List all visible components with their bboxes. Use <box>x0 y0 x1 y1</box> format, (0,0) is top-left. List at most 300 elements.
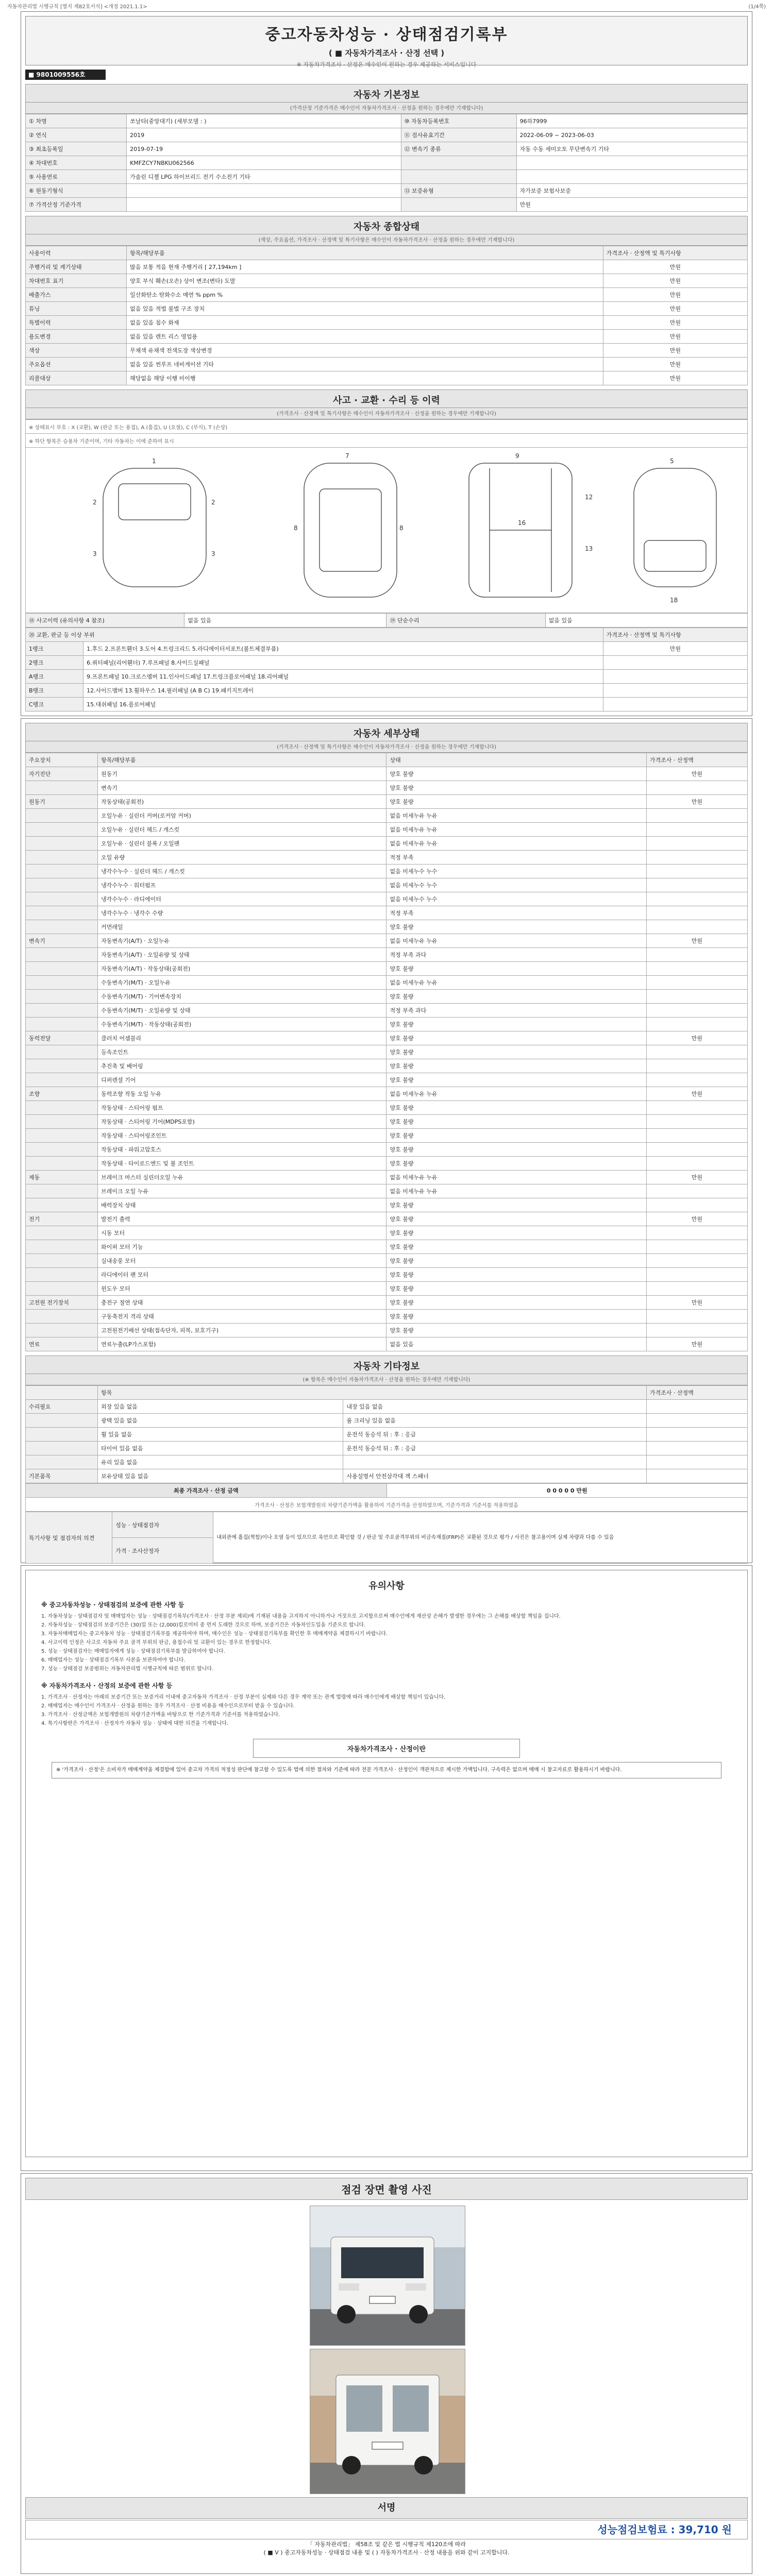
detail-device <box>26 1073 98 1087</box>
svg-text:2: 2 <box>211 499 215 506</box>
other-info-item: 휠 있음 없음 <box>98 1428 343 1442</box>
detail-part: 변속기 <box>98 781 386 795</box>
detail-state: 양호 불량 <box>386 1073 646 1087</box>
detail-state: 양호 불량 <box>386 1129 646 1143</box>
car-front-view <box>103 468 206 587</box>
summary-item-price: 만원 <box>603 330 747 344</box>
detail-part: 오일누유 · 실린더 블록 / 오일팬 <box>98 837 386 851</box>
detail-device: 고전원 전기장치 <box>26 1296 98 1310</box>
detail-price <box>646 1157 747 1171</box>
other-info-item: 유리 있음 없음 <box>98 1455 343 1469</box>
notice-item: 3. 가격조사 · 산정금액은 보험개발원의 차량기준가액을 바탕으로 한 기준가격과 기준서를 적용하였습니다. <box>41 1712 280 1718</box>
detail-device <box>26 1059 98 1073</box>
detail-part: 배력장치 상태 <box>98 1198 386 1212</box>
svg-text:18: 18 <box>670 597 678 604</box>
other-info-row <box>26 1400 748 1414</box>
basic-info-label: ① 차명 <box>26 114 127 128</box>
accident-legend-2: ※ 하단 항목은 승용차 기준이며, 기타 자동차는 이에 준하여 표시 <box>26 434 748 448</box>
detail-row <box>26 809 748 823</box>
detail-device <box>26 1157 98 1171</box>
summary-header-item: 항목/해당부품 <box>127 246 603 260</box>
summary-row <box>26 316 748 330</box>
svg-text:3: 3 <box>93 550 97 557</box>
other-info-price <box>646 1414 747 1428</box>
detail-price: 만원 <box>646 1296 747 1310</box>
form-legal-reference: 자동차관리법 시행규칙 [별지 제82호서식] <개정 2021.1.1> <box>7 4 147 10</box>
svg-text:12: 12 <box>585 494 593 501</box>
detail-state: 없음 미세누유 누유 <box>386 934 646 948</box>
detail-row <box>26 1268 748 1282</box>
final-price-label: 최종 가격조사 · 산정 금액 <box>26 1484 387 1498</box>
summary-row <box>26 371 748 385</box>
detail-price: 만원 <box>646 1212 747 1226</box>
detail-device: 자기진단 <box>26 767 98 781</box>
detail-state: 적정 부족 과다 <box>386 948 646 962</box>
damage-rank-row <box>26 684 748 698</box>
summary-item-price: 만원 <box>603 371 747 385</box>
summary-item-price: 만원 <box>603 288 747 302</box>
signature-label: 서명 <box>25 2497 748 2519</box>
detail-row <box>26 837 748 851</box>
detail-part: 자동변속기(A/T) · 오일누유 <box>98 934 386 948</box>
detail-state: 없음 미세누수 누수 <box>386 865 646 878</box>
damage-rank-label: 2랭크 <box>26 656 83 670</box>
accident-history-value: 없음 있음 <box>184 614 386 628</box>
footer-legal-line: 「 자동차관리법」 제58조 및 같은 법 시행규칙 제120조에 따라 <box>307 2541 466 2548</box>
basic-info-value: 2019-07-19 <box>127 142 401 156</box>
other-info-item: 내장 있음 없음 <box>343 1400 646 1414</box>
detail-part: 동력조향 작동 오일 누유 <box>98 1087 386 1101</box>
basic-info-value: 96하7999 <box>516 114 747 128</box>
basic-info-row <box>26 198 748 212</box>
detail-part: 추진축 및 베어링 <box>98 1059 386 1073</box>
detail-price <box>646 962 747 976</box>
detail-device <box>26 1101 98 1115</box>
basic-info-table <box>25 114 748 212</box>
notice-section <box>25 1570 748 2157</box>
notice-item: 1. 자동차성능 · 상태점검자 및 매매업자는 성능 · 상태점검기록부(가격조사 · 산정 부분 제외)에 기재된 내용을 고지하지 아니하거나 거짓으로 고지함으로써 매수인에게 재산상 손해가 발생한 경우에는 그 손해를 배상할 책임을 집니다. <box>41 1614 561 1619</box>
detail-row <box>26 1310 748 1324</box>
summary-row <box>26 288 748 302</box>
detail-state: 양호 불량 <box>386 1059 646 1073</box>
detail-price <box>646 1268 747 1282</box>
svg-text:2: 2 <box>93 499 97 506</box>
detail-part: 작동상태 · 파워고압호스 <box>98 1143 386 1157</box>
detail-price <box>646 920 747 934</box>
basic-info-label: ③ 최초등록일 <box>26 142 127 156</box>
detail-row <box>26 934 748 948</box>
detail-state: 없음 미세누유 누유 <box>386 976 646 990</box>
detail-device <box>26 920 98 934</box>
other-info-price <box>646 1455 747 1469</box>
detail-price <box>646 1143 747 1157</box>
detail-row <box>26 823 748 837</box>
svg-text:8: 8 <box>294 524 298 532</box>
detail-price: 만원 <box>646 795 747 809</box>
basic-info-value: 자가보증 보험사보증 <box>516 184 747 198</box>
detail-state: 양호 불량 <box>386 1198 646 1212</box>
detail-device: 제동 <box>26 1171 98 1184</box>
detail-device: 전기 <box>26 1212 98 1226</box>
detail-row <box>26 1073 748 1087</box>
detail-row <box>26 1324 748 1337</box>
basic-info-label: ⑦ 가격산정 기준가격 <box>26 198 127 212</box>
form-header <box>25 16 748 68</box>
damage-rank-price <box>603 656 747 670</box>
detail-price <box>646 823 747 837</box>
summary-note: (색상, 주요옵션, 가격조사 · 산정액 및 특기사항은 매수인이 자동차가격조사 · 산정을 원하는 경우에만 기재합니다) <box>25 234 748 246</box>
basic-info-label: ⑪ 검사유효기간 <box>401 128 516 142</box>
detail-state: 양호 불량 <box>386 1254 646 1268</box>
detail-part: 브레이크 마스터 실린더오일 누유 <box>98 1171 386 1184</box>
inspection-photo-front <box>310 2206 465 2346</box>
detail-state: 양호 불량 <box>386 795 646 809</box>
detail-part: 윈도우 모터 <box>98 1282 386 1296</box>
other-info-row <box>26 1442 748 1455</box>
detail-state: 없음 미세누유 누유 <box>386 823 646 837</box>
damage-rank-row <box>26 642 748 656</box>
form-title: 중고자동차성능 · 상태점검기록부 <box>265 26 508 44</box>
detail-part: 클러치 어셈블리 <box>98 1031 386 1045</box>
basic-info-label: ⑥ 원동기형식 <box>26 184 127 198</box>
notice-item: 2. 매매업자는 매수인이 가격조사 · 산정을 원하는 경우 가격조사 · 산정 비용을 매수인으로부터 받을 수 있습니다. <box>41 1703 295 1709</box>
basic-info-value: KMFZCY7NBKU062566 <box>127 156 401 170</box>
detail-price <box>646 906 747 920</box>
other-header-price: 가격조사 · 산정액 <box>646 1386 747 1400</box>
detail-device <box>26 1268 98 1282</box>
detail-state: 없음 있음 <box>386 1337 646 1351</box>
summary-row <box>26 330 748 344</box>
detail-part: 구동축전지 격리 상태 <box>98 1310 386 1324</box>
detail-state: 양호 불량 <box>386 990 646 1004</box>
detail-row <box>26 1171 748 1184</box>
summary-item-price: 만원 <box>603 358 747 371</box>
detail-part: 라디에이터 팬 모터 <box>98 1268 386 1282</box>
detail-price <box>646 1254 747 1268</box>
basic-info-value: 2019 <box>127 128 401 142</box>
summary-header-usage: 사용이력 <box>26 246 127 260</box>
detail-part: 냉각수누수 · 워터펌프 <box>98 878 386 892</box>
detail-row <box>26 1059 748 1073</box>
detail-state: 없음 미세누수 누수 <box>386 892 646 906</box>
detail-part: 수동변속기(M/T) · 오일유량 및 상태 <box>98 1004 386 1018</box>
other-info-row <box>26 1428 748 1442</box>
detail-part: 작동상태 · 스티어링 기어(MDPS포함) <box>98 1115 386 1129</box>
basic-info-row <box>26 156 748 170</box>
detail-device <box>26 809 98 823</box>
damage-rank-label: C랭크 <box>26 698 83 711</box>
svg-text:5: 5 <box>670 457 674 465</box>
detail-price <box>646 990 747 1004</box>
detail-device <box>26 1198 98 1212</box>
summary-item-label: 용도변경 <box>26 330 127 344</box>
detail-device <box>26 865 98 878</box>
detail-state: 없음 미세누유 누유 <box>386 837 646 851</box>
detail-price <box>646 1004 747 1018</box>
detail-row <box>26 1296 748 1310</box>
damage-parts-table <box>25 628 748 711</box>
detail-state: 없음 미세누수 누수 <box>386 878 646 892</box>
other-header-item: 항목 <box>98 1386 647 1400</box>
detail-price <box>646 809 747 823</box>
other-info-item: 사용설명서 안전삼각대 잭 스패너 <box>343 1469 646 1483</box>
detail-device <box>26 906 98 920</box>
sheet-page-3 <box>21 1565 752 2171</box>
damage-rank-label: A랭크 <box>26 670 83 684</box>
detail-row <box>26 1045 748 1059</box>
accident-history-table <box>25 613 748 628</box>
summary-item-label: 색상 <box>26 344 127 358</box>
car-top-view <box>304 463 397 597</box>
detail-price <box>646 1226 747 1240</box>
detail-part: 냉각수누수 · 냉각수 수량 <box>98 906 386 920</box>
notice-item: 6. 매매업자는 성능 · 상태점검기록부 사본을 보관하여야 합니다. <box>41 1657 186 1663</box>
summary-item-label: 차대번호 표기 <box>26 274 127 288</box>
notice-item: 1. 가격조사 · 산정자는 아래의 보증기간 또는 보증거리 이내에 중고자동차 가격조사 · 산정 부분이 실제와 다른 경우 계약 또는 관계 법령에 따라 매수인에게 배상할 책임이 있습니다. <box>41 1694 446 1700</box>
page-topbar <box>7 2 766 9</box>
detail-state: 양호 불량 <box>386 1226 646 1240</box>
detail-part: 오일 유량 <box>98 851 386 865</box>
detail-row <box>26 1143 748 1157</box>
detail-part: 냉각수누수 · 라디에이터 <box>98 892 386 906</box>
detail-price: 만원 <box>646 934 747 948</box>
detail-state: 없음 미세누유 누유 <box>386 1087 646 1101</box>
basic-info-label: ⑬ 보증유형 <box>401 184 516 198</box>
detail-price <box>646 1184 747 1198</box>
detail-part: 작동상태 · 스티어링 펌프 <box>98 1101 386 1115</box>
detail-price <box>646 1115 747 1129</box>
sheet-page-1 <box>21 11 752 716</box>
car-rear-view <box>634 468 716 587</box>
form-header-note: ※ 자동차가격조사 · 산정은 매수인이 원하는 경우 제공하는 서비스입니다 <box>296 61 477 68</box>
detail-device <box>26 1045 98 1059</box>
basic-info-value <box>127 184 401 198</box>
detail-price <box>646 878 747 892</box>
detail-price <box>646 851 747 865</box>
basic-info-row <box>26 170 748 184</box>
detail-price <box>646 948 747 962</box>
basic-info-row <box>26 184 748 198</box>
other-title: 자동차 기타정보 <box>25 1355 748 1374</box>
summary-row <box>26 358 748 371</box>
detail-part: 원동기 <box>98 767 386 781</box>
other-note: (※ 항목은 매수인이 자동차가격조사 · 산정을 원하는 경우에만 기재합니다) <box>25 1374 748 1385</box>
summary-item-label: 주행거리 및 계기상태 <box>26 260 127 274</box>
basic-info-row <box>26 114 748 128</box>
damage-side-header: 가격조사 · 산정액 및 특기사항 <box>603 628 747 642</box>
basic-info-value <box>127 198 401 212</box>
detail-price <box>646 976 747 990</box>
detail-part: 커먼레일 <box>98 920 386 934</box>
detail-row <box>26 962 748 976</box>
summary-item-price: 만원 <box>603 316 747 330</box>
detail-price <box>646 1101 747 1115</box>
detail-row <box>26 1337 748 1351</box>
summary-item-value: 일산화탄소 탄화수소 매연 % ppm % <box>127 288 603 302</box>
detail-device: 변속기 <box>26 934 98 948</box>
detail-state: 양호 불량 <box>386 1296 646 1310</box>
other-table <box>25 1385 748 1483</box>
detail-price: 만원 <box>646 1031 747 1045</box>
summary-item-price: 만원 <box>603 260 747 274</box>
special-notes-text: 내외관에 흠집(찍힘)이나 오염 등이 있으므로 육안으로 확인할 것 / 판금 및 주요골격부위의 비금속재질(FRP)은 교환된 것으로 평가 / 사진은 참고용이며 실제 차량과 다를 수 있음 <box>213 1512 748 1564</box>
final-price-table <box>25 1483 748 1512</box>
detail-price: 만원 <box>646 767 747 781</box>
page-counter: (1/4쪽) <box>748 4 766 10</box>
detail-state: 양호 불량 <box>386 920 646 934</box>
detail-device <box>26 962 98 976</box>
detail-row <box>26 1031 748 1045</box>
other-info-row <box>26 1414 748 1428</box>
damage-rank-parts: 1.후드 2.프론트휀더 3.도어 4.트렁크리드 5.라디에이터서포트(볼트체결부품) <box>83 642 603 656</box>
detail-device: 원동기 <box>26 795 98 809</box>
detail-row <box>26 865 748 878</box>
detail-row <box>26 767 748 781</box>
final-price-note: 가격조사 · 산정은 보험개발원의 차량기준가액을 활용하여 기준가격을 산정하였으며, 기준가격과 기준서를 적용하였음 <box>26 1498 748 1512</box>
detail-price: 만원 <box>646 1171 747 1184</box>
detail-price <box>646 1240 747 1254</box>
damage-rank-row <box>26 670 748 684</box>
summary-item-value: 없음 있음 적법 불법 구조 장치 <box>127 302 603 316</box>
detail-state: 양호 불량 <box>386 781 646 795</box>
notice-list-1 <box>41 1613 732 1673</box>
footer-notice-line: ( ■ V ) 중고자동차성능 · 상태점검 내용 및 ( ) 자동차가격조사 · 산정 내용을 위와 같이 고지합니다. <box>263 2549 510 2556</box>
summary-item-price: 만원 <box>603 344 747 358</box>
detail-row <box>26 1212 748 1226</box>
summary-row <box>26 274 748 288</box>
notice-item: 4. 사고이력 인정은 사고로 자동차 주요 골격 부위의 판금, 용접수리 및 교환이 있는 경우로 한정합니다. <box>41 1640 272 1646</box>
summary-title: 자동차 종합상태 <box>25 216 748 234</box>
basic-info-title: 자동차 기본정보 <box>25 84 748 103</box>
detail-row <box>26 1087 748 1101</box>
basic-info-label <box>401 170 516 184</box>
basic-info-row <box>26 128 748 142</box>
detail-part: 충전구 절연 상태 <box>98 1296 386 1310</box>
summary-item-value: 없음 있음 썬루프 네비게이션 기타 <box>127 358 603 371</box>
other-info-price <box>646 1469 747 1483</box>
detail-part: 브레이크 오일 누유 <box>98 1184 386 1198</box>
detail-row <box>26 1101 748 1115</box>
form-subtitle: ( ■ 자동차가격조사 · 산정 선택 ) <box>328 48 445 58</box>
summary-item-value: 없음 있음 렌트 리스 영업용 <box>127 330 603 344</box>
detail-device <box>26 892 98 906</box>
damage-rank-parts: 6.쿼터패널(리어휀더) 7.루프패널 8.사이드실패널 <box>83 656 603 670</box>
detail-device <box>26 837 98 851</box>
svg-text:16: 16 <box>518 519 526 527</box>
detail-price <box>646 1324 747 1337</box>
appraisal-definition-text: ※ '가격조사 · 산정'은 소비자가 매매계약을 체결함에 있어 중고차 가격의 적정성 판단에 참고할 수 있도록 법에 의한 절차와 기준에 따라 전문 가격조사 · 산정인이 객관적으로 제시한 가액입니다. 구속력은 없으며 매매 시 참고자료로 활용하시기 바랍니다. <box>52 1762 721 1778</box>
detail-row <box>26 1018 748 1031</box>
detail-row <box>26 1115 748 1129</box>
detail-state: 양호 불량 <box>386 1031 646 1045</box>
damage-parts-header: ⑳ 교환, 판금 등 이상 부위 <box>26 628 603 642</box>
detail-part: 작동상태(공회전) <box>98 795 386 809</box>
detail-device <box>26 1324 98 1337</box>
other-info-item: 운전석 동승석 뒤 : 후 : 응급 <box>343 1428 646 1442</box>
inspection-photo-rear <box>310 2349 465 2494</box>
detail-price <box>646 781 747 795</box>
detail-row <box>26 1226 748 1240</box>
accident-legend-table <box>25 419 748 448</box>
summary-header-price: 가격조사 · 산정액 및 특기사항 <box>603 246 747 260</box>
detail-state: 양호 불량 <box>386 962 646 976</box>
other-info-group: 기본품목 <box>26 1469 98 1483</box>
special-notes-table <box>25 1512 748 1564</box>
notice-item: 3. 자동차매매업자는 중고자동차 성능 · 상태점검기록부를 제공하여야 하며, 매수인은 성능 · 상태점검기록부를 확인한 후 매매계약을 체결하시기 바랍니다. <box>41 1631 388 1637</box>
detail-device <box>26 976 98 990</box>
summary-row <box>26 302 748 316</box>
detail-state: 없음 미세누유 누유 <box>386 1171 646 1184</box>
detail-device <box>26 878 98 892</box>
other-info-price <box>646 1442 747 1455</box>
accident-history-label: ⑱ 사고이력 (유의사항 4 참조) <box>26 614 184 628</box>
detail-state: 적정 부족 <box>386 906 646 920</box>
notice-title: 유의사항 <box>368 1581 405 1591</box>
summary-item-value: 해당없음 해당 이행 미이행 <box>127 371 603 385</box>
summary-item-value: 양호 부식 훼손(오손) 상이 변조(변타) 도말 <box>127 274 603 288</box>
detail-part: 냉각수누수 · 실린더 헤드 / 개스킷 <box>98 865 386 878</box>
detail-part: 디퍼렌셜 기어 <box>98 1073 386 1087</box>
other-info-row <box>26 1455 748 1469</box>
photo-section-title: 점검 장면 촬영 사진 <box>25 2178 748 2200</box>
summary-item-value: 무채색 유채색 전색도장 색상변경 <box>127 344 603 358</box>
detail-row <box>26 1129 748 1143</box>
svg-text:1: 1 <box>152 457 156 465</box>
detail-state: 양호 불량 <box>386 1157 646 1171</box>
detail-header-state: 상태 <box>386 753 646 767</box>
detail-row <box>26 990 748 1004</box>
notice-item: 4. 특기사항란은 가격조사 · 산정자가 자동차 성능 · 상태에 대한 의견을 기재합니다. <box>41 1721 229 1726</box>
detail-row <box>26 1157 748 1171</box>
detail-device <box>26 990 98 1004</box>
damage-rank-price <box>603 670 747 684</box>
other-info-item: 보유상태 있음 없음 <box>98 1469 343 1483</box>
detail-part: 자동변속기(A/T) · 작동상태(공회전) <box>98 962 386 976</box>
basic-info-row <box>26 142 748 156</box>
detail-state: 없음 미세누유 누유 <box>386 1184 646 1198</box>
car-outline-svg <box>26 448 749 613</box>
basic-info-label: ⑩ 자동차등록번호 <box>401 114 516 128</box>
detail-part: 시동 모터 <box>98 1226 386 1240</box>
damage-rank-price: 만원 <box>603 642 747 656</box>
notice-item: 2. 자동차성능 · 상태점검의 보증기간은 (30)일 또는 (2,000)킬로미터 중 먼저 도래한 것으로 하며, 보증기간은 자동차인도일을 기준으로 합니다. <box>41 1622 366 1628</box>
detail-part: 작동상태 · 타이로드엔드 및 볼 조인트 <box>98 1157 386 1171</box>
basic-info-label: ② 연식 <box>26 128 127 142</box>
detail-state: 양호 불량 <box>386 1115 646 1129</box>
detail-device <box>26 1226 98 1240</box>
detail-state: 적정 부족 <box>386 851 646 865</box>
detail-header-price: 가격조사 · 산정액 <box>646 753 747 767</box>
simple-repair-label: ⑲ 단순수리 <box>386 614 545 628</box>
summary-item-label: 리콜대상 <box>26 371 127 385</box>
summary-table <box>25 246 748 385</box>
summary-item-label: 특별이력 <box>26 316 127 330</box>
special-notes-inspector: 성능 · 상태점검자 <box>112 1512 213 1538</box>
basic-info-value: 2022-06-09 ~ 2023-06-03 <box>516 128 747 142</box>
accident-title: 사고 · 교환 · 수리 등 이력 <box>25 389 748 408</box>
basic-info-label: ④ 차대번호 <box>26 156 127 170</box>
special-notes-label: 특기사항 및 점검자의 의견 <box>26 1512 112 1564</box>
detail-device <box>26 781 98 795</box>
detail-header-device: 주요장치 <box>26 753 98 767</box>
detail-device <box>26 823 98 837</box>
summary-item-label: 주요옵션 <box>26 358 127 371</box>
detail-state: 양호 불량 <box>386 1268 646 1282</box>
sheet-page-4 <box>21 2173 752 2574</box>
detail-part: 수동변속기(M/T) · 기어변속장치 <box>98 990 386 1004</box>
notice-section-2-title: ※ 자동차가격조사 · 산정의 보증에 관한 사항 등 <box>41 1682 173 1689</box>
detail-state: 없음 미세누유 누유 <box>386 809 646 823</box>
